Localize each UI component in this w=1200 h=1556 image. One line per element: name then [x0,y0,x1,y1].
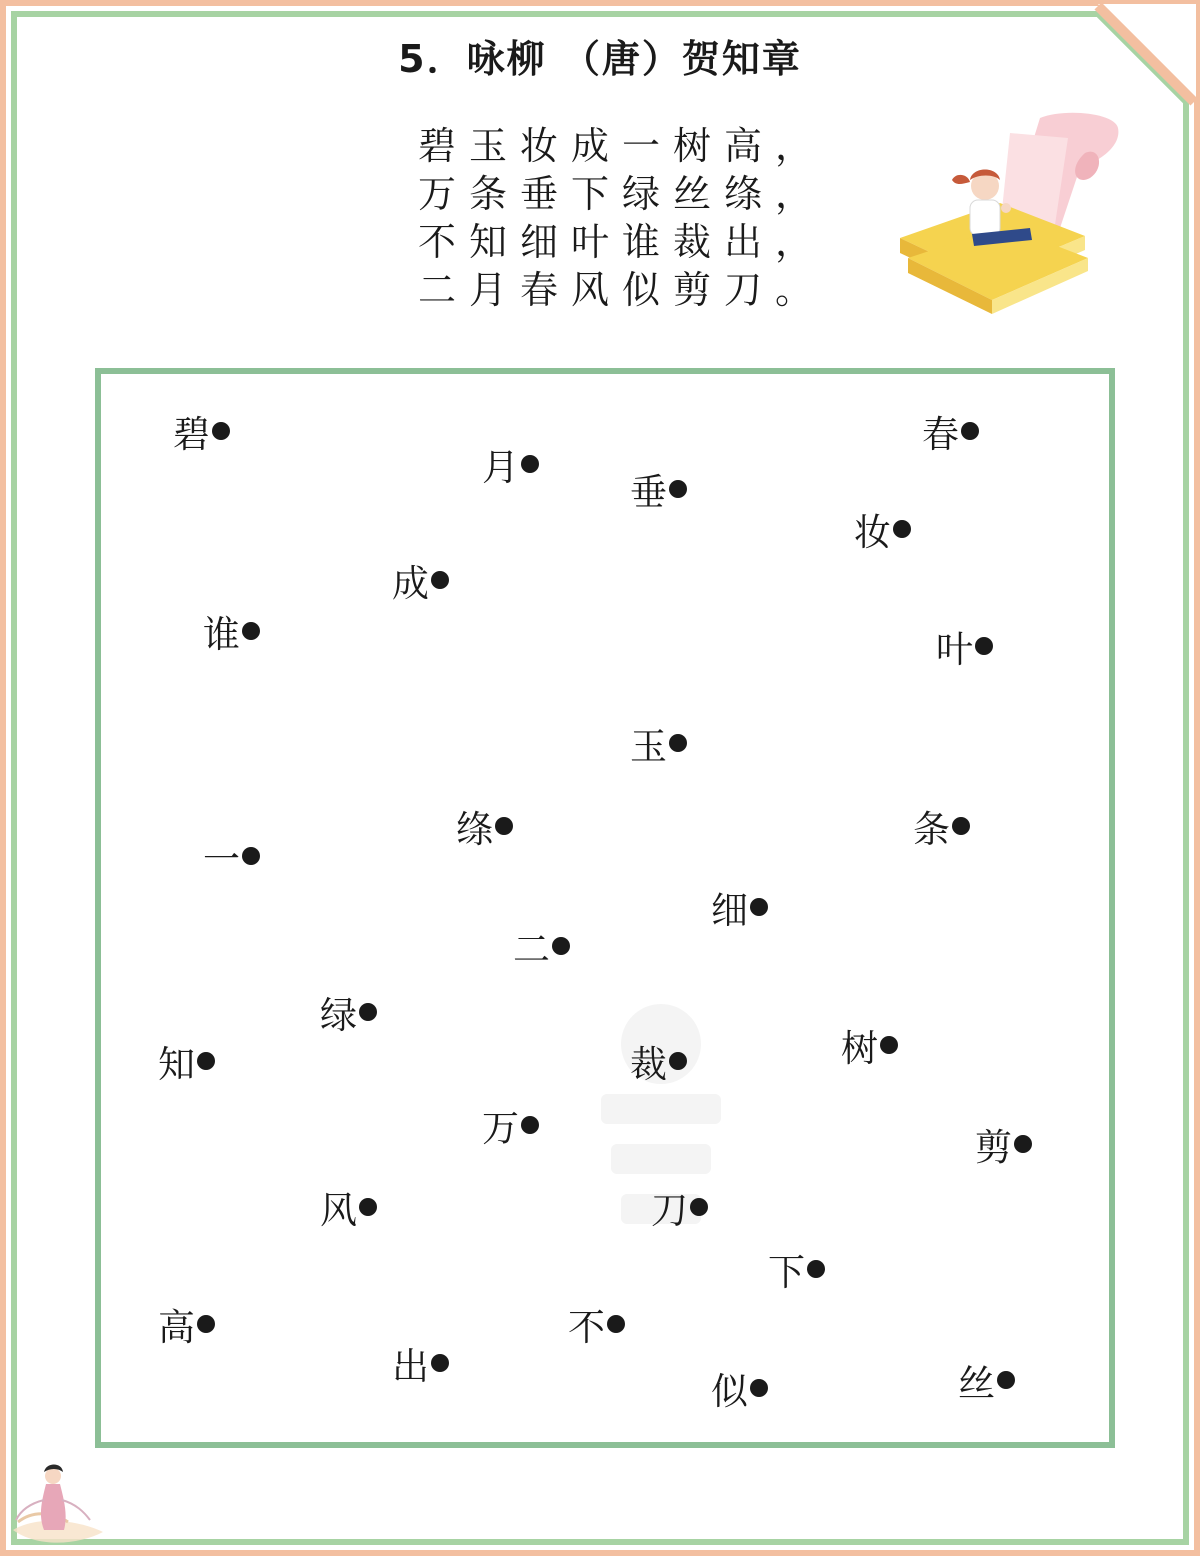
dot-point[interactable] [242,847,260,865]
dot-char-item[interactable] [203,829,260,883]
dot-char-item[interactable] [841,1018,898,1072]
dot-char-item[interactable] [854,502,911,556]
dot-char-item[interactable] [158,1034,215,1088]
dot-char-label: 裁 [630,1043,667,1086]
dot-char-item[interactable] [320,985,377,1039]
dot-char-item[interactable] [768,1242,825,1296]
dot-point[interactable] [431,1354,449,1372]
dot-char-item[interactable] [173,404,230,458]
dot-point[interactable] [495,817,513,835]
page-title: 5．咏柳 （唐）贺知章 [398,37,802,81]
dot-char-item[interactable] [711,880,768,934]
poem-line: 不知细叶谁裁出， [418,220,827,264]
dot-char-item[interactable] [320,1180,377,1234]
dot-point[interactable] [669,480,687,498]
dot-point[interactable] [197,1315,215,1333]
dot-char-label: 二 [513,928,550,971]
dot-char-label: 垂 [630,471,667,514]
dot-char-item[interactable] [630,716,687,770]
dot-char-item[interactable] [392,553,449,607]
dot-char-item[interactable] [482,437,539,491]
dot-char-label: 一 [203,838,240,881]
dot-point[interactable] [521,1116,539,1134]
poem-line: 二月春风似剪刀。 [418,268,827,312]
dot-char-item[interactable] [392,1336,449,1390]
dot-char-item[interactable] [651,1180,708,1234]
dot-char-label: 丝 [958,1362,995,1405]
dot-point[interactable] [431,571,449,589]
dot-point[interactable] [952,817,970,835]
connect-dots-board [95,368,1115,1448]
dot-char-item[interactable] [913,799,970,853]
dot-char-label: 知 [158,1043,195,1086]
dot-char-label: 绿 [320,994,357,1037]
dot-char-label: 春 [922,413,959,456]
dot-char-label: 碧 [173,413,210,456]
dot-point[interactable] [359,1198,377,1216]
dot-point[interactable] [242,622,260,640]
dot-char-label: 玉 [630,725,667,768]
dot-char-item[interactable] [482,1098,539,1152]
dot-point[interactable] [1014,1135,1032,1153]
dot-char-item[interactable] [630,462,687,516]
dot-char-label: 高 [158,1306,195,1349]
dot-point[interactable] [359,1003,377,1021]
dot-char-label: 细 [711,889,748,932]
dot-char-item[interactable] [958,1353,1015,1407]
dot-char-label: 万 [482,1107,519,1150]
dot-point[interactable] [975,637,993,655]
dot-char-label: 下 [768,1251,805,1294]
dot-char-label: 不 [568,1306,605,1349]
dot-char-item[interactable] [456,799,513,853]
dot-char-item[interactable] [630,1034,687,1088]
dot-char-label: 风 [320,1189,357,1232]
dot-point[interactable] [212,422,230,440]
dot-point[interactable] [750,898,768,916]
dot-char-item[interactable] [513,919,570,973]
dot-char-item[interactable] [975,1117,1032,1171]
dot-char-label: 出 [392,1345,429,1388]
dot-char-label: 剪 [975,1126,1012,1169]
dot-char-item[interactable] [922,404,979,458]
dot-point[interactable] [807,1260,825,1278]
dot-point[interactable] [997,1371,1015,1389]
dot-char-label: 成 [392,562,429,605]
poem [418,122,838,314]
dot-char-label: 妆 [854,511,891,554]
dot-char-label: 树 [841,1027,878,1070]
dot-point[interactable] [750,1379,768,1397]
dot-point[interactable] [961,422,979,440]
dot-char-label: 月 [482,446,519,489]
dot-point[interactable] [893,520,911,538]
dot-char-label: 绦 [456,808,493,851]
dot-point[interactable] [552,937,570,955]
dot-char-item[interactable] [203,604,260,658]
dot-char-item[interactable] [158,1297,215,1351]
dot-point[interactable] [669,734,687,752]
dot-point[interactable] [690,1198,708,1216]
girl-reading-on-books-icon [890,108,1130,323]
poem-line: 万条垂下绿丝绦， [418,172,827,216]
dot-point[interactable] [197,1052,215,1070]
dot-char-item[interactable] [711,1361,768,1415]
dot-char-label: 条 [913,808,950,851]
fairy-icon [8,1460,108,1550]
dot-point[interactable] [880,1036,898,1054]
dot-char-label: 叶 [936,628,973,671]
poem-line: 碧玉妆成一树高， [418,124,827,168]
dot-point[interactable] [521,455,539,473]
dot-char-label: 谁 [203,613,240,656]
dot-char-item[interactable] [568,1297,625,1351]
dot-char-item[interactable] [936,619,993,673]
dot-char-label: 刀 [651,1189,688,1232]
dot-point[interactable] [669,1052,687,1070]
dot-point[interactable] [607,1315,625,1333]
dot-char-label: 似 [711,1370,748,1413]
